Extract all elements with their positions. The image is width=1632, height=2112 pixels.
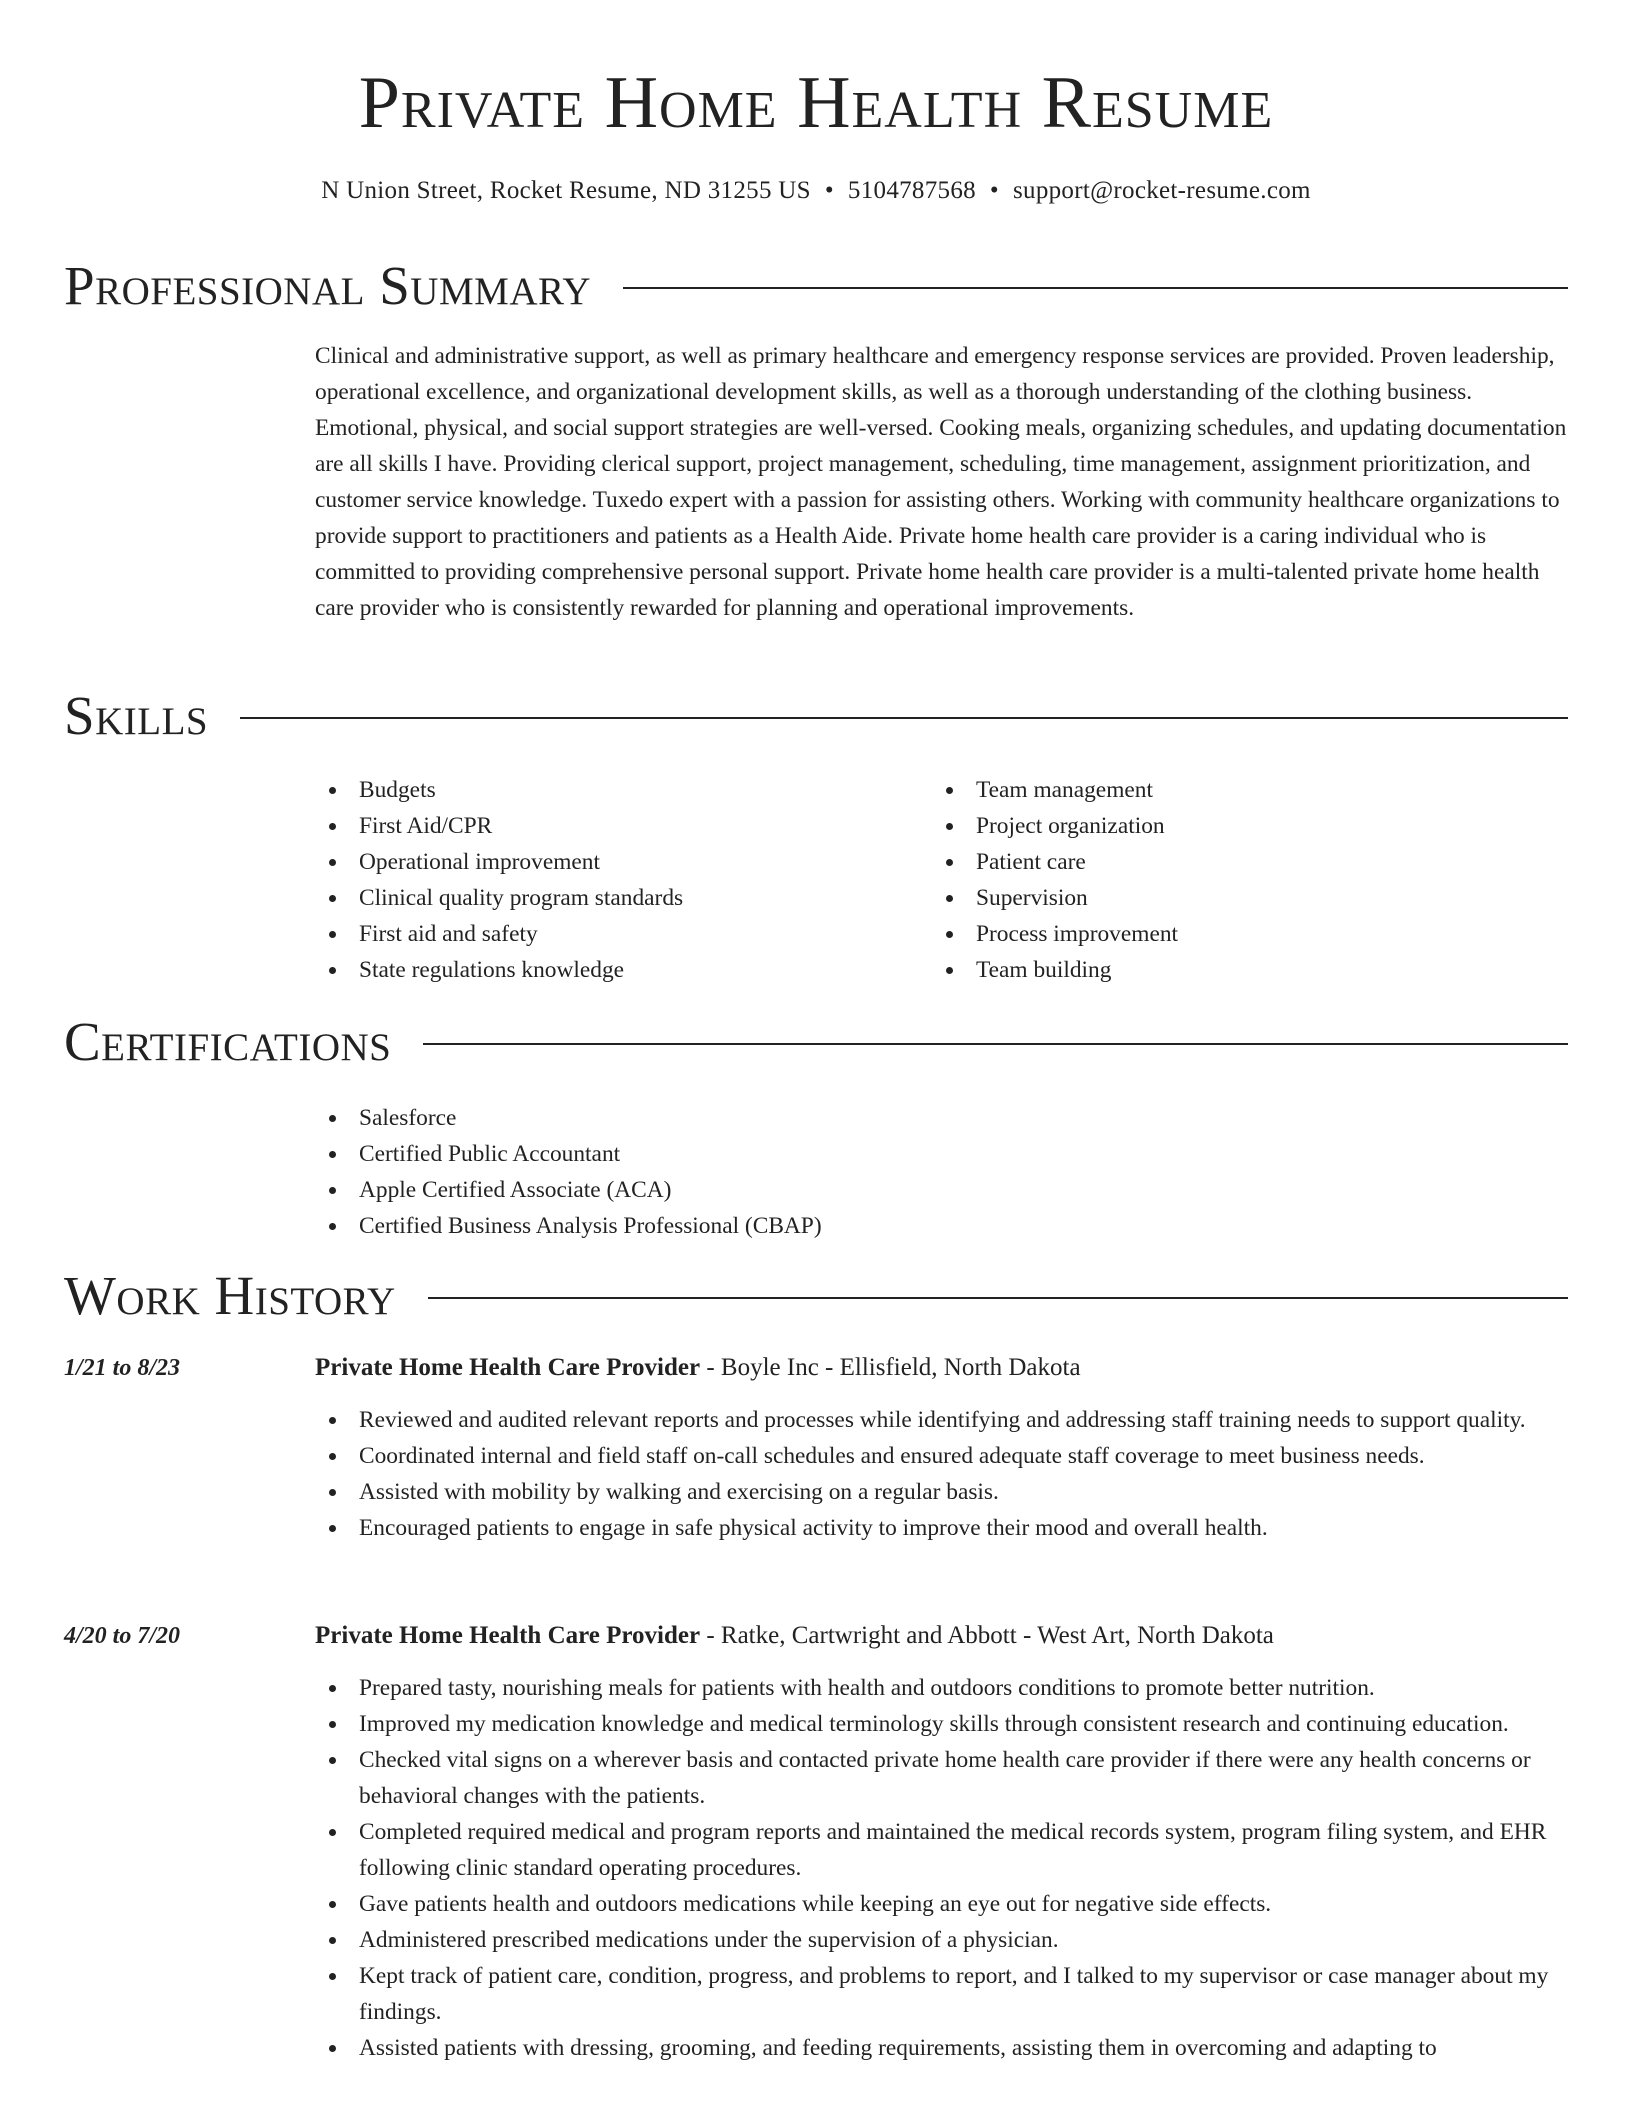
skills-list-left: [315, 772, 915, 988]
job-company: Ratke, Cartwright and Abbott - West Art, North Dakota: [720, 1622, 1274, 1649]
skill-item: First aid and safety: [315, 916, 915, 952]
job-separator: -: [700, 1354, 721, 1381]
certification-item: Certified Business Analysis Professional (CBAP): [315, 1208, 1565, 1244]
job-bullet: Assisted patients with dressing, grooming, and feeding requirements, assisting them in overcoming and adapting to: [315, 2030, 1570, 2066]
section-divider: [423, 1043, 1568, 1045]
job-bullet: Encouraged patients to engage in safe physical activity to improve their mood and overall health.: [315, 1510, 1570, 1546]
job-bullet: Completed required medical and program reports and maintained the medical records system, program filing system, and EHR following clinic standard operating procedures.: [315, 1814, 1570, 1886]
skill-item: Supervision: [932, 880, 1532, 916]
skill-item: Clinical quality program standards: [315, 880, 915, 916]
job-bullet: Coordinated internal and field staff on-call schedules and ensured adequate staff coverage to meet business needs.: [315, 1438, 1570, 1474]
skill-item: Operational improvement: [315, 844, 915, 880]
certifications-heading: Certifications: [64, 1011, 392, 1072]
certification-item: Salesforce: [315, 1100, 1565, 1136]
job-header: [315, 1618, 1570, 1654]
work-history-section-header: [64, 1264, 1568, 1328]
job-bullet: Checked vital signs on a wherever basis and contacted private home health care provider if there were any health concerns or behavioral changes with the patients.: [315, 1742, 1570, 1814]
summary-section-header: [64, 254, 1568, 318]
job-bullet: Kept track of patient care, condition, progress, and problems to report, and I talked to my supervisor or case manager about my findings.: [315, 1958, 1570, 2030]
section-divider: [240, 717, 1568, 719]
skills-list-right: [932, 772, 1532, 988]
job-bullet: Gave patients health and outdoors medications while keeping an eye out for negative side effects.: [315, 1886, 1570, 1922]
contact-separator: •: [824, 177, 834, 204]
section-divider: [623, 287, 1568, 289]
skill-item: First Aid/CPR: [315, 808, 915, 844]
job-separator: -: [700, 1622, 721, 1649]
contact-email: support@rocket-resume.com: [1012, 177, 1311, 204]
job-dates: 4/20 to 7/20: [64, 1623, 181, 1649]
job-bullet: Assisted with mobility by walking and exercising on a regular basis.: [315, 1474, 1570, 1510]
job-bullet: Reviewed and audited relevant reports and processes while identifying and addressing staff training needs to support quality.: [315, 1402, 1570, 1438]
certification-item: Apple Certified Associate (ACA): [315, 1172, 1565, 1208]
certifications-list: [315, 1100, 1565, 1244]
section-divider: [428, 1297, 1568, 1299]
skill-item: Team management: [932, 772, 1532, 808]
contact-address: N Union Street, Rocket Resume, ND 31255 US: [321, 177, 811, 204]
job-bullet: Administered prescribed medications under the supervision of a physician.: [315, 1922, 1570, 1958]
resume-title: Private Home Health Resume: [358, 62, 1274, 144]
skill-item: State regulations knowledge: [315, 952, 915, 988]
job-company: Boyle Inc - Ellisfield, North Dakota: [720, 1354, 1081, 1381]
skill-item: Team building: [932, 952, 1532, 988]
job-bullet-list: [315, 1670, 1570, 2066]
summary-heading: Professional Summary: [64, 255, 592, 316]
skill-item: Patient care: [932, 844, 1532, 880]
certifications-section-header: [64, 1010, 1568, 1074]
work-history-heading: Work History: [64, 1265, 396, 1326]
summary-paragraph: Clinical and administrative support, as well as primary healthcare and emergency response services are provided. Proven leadership, operational excellence, and organizational development skills, as well as a thorough understanding of the clothing business. Emotional, physical, and social support strategies are well-versed. Cooking meals, organizing schedules, and updating documentation are all skills I have. Providing clerical support, project management, scheduling, time management, assignment prioritization, and customer service knowledge. Tuxedo expert with a passion for assisting others. Working with community healthcare organizations to provide support to practitioners and patients as a Health Aide. Private home health care provider is a caring individual who is committed to providing comprehensive personal support. Private home health care provider is a multi-talented private home health care provider who is consistently rewarded for planning and operational improvements.: [315, 343, 1567, 621]
contact-line: [0, 174, 1632, 208]
certification-item: Certified Public Accountant: [315, 1136, 1565, 1172]
job-dates: 1/21 to 8/23: [64, 1355, 181, 1381]
job-bullet: Improved my medication knowledge and medical terminology skills through consistent research and continuing education.: [315, 1706, 1570, 1742]
skill-item: Project organization: [932, 808, 1532, 844]
skill-item: Process improvement: [932, 916, 1532, 952]
skill-item: Budgets: [315, 772, 915, 808]
job-title: Private Home Health Care Provider: [315, 1622, 701, 1649]
contact-phone: 5104787568: [847, 177, 976, 204]
job-title: Private Home Health Care Provider: [315, 1354, 701, 1381]
job-header: [315, 1350, 1570, 1386]
job-bullet: Prepared tasty, nourishing meals for patients with health and outdoors conditions to promote better nutrition.: [315, 1670, 1570, 1706]
contact-separator: •: [989, 177, 999, 204]
skills-heading: Skills: [64, 685, 209, 746]
skills-section-header: [64, 684, 1568, 748]
job-bullet-list: [315, 1402, 1570, 1546]
